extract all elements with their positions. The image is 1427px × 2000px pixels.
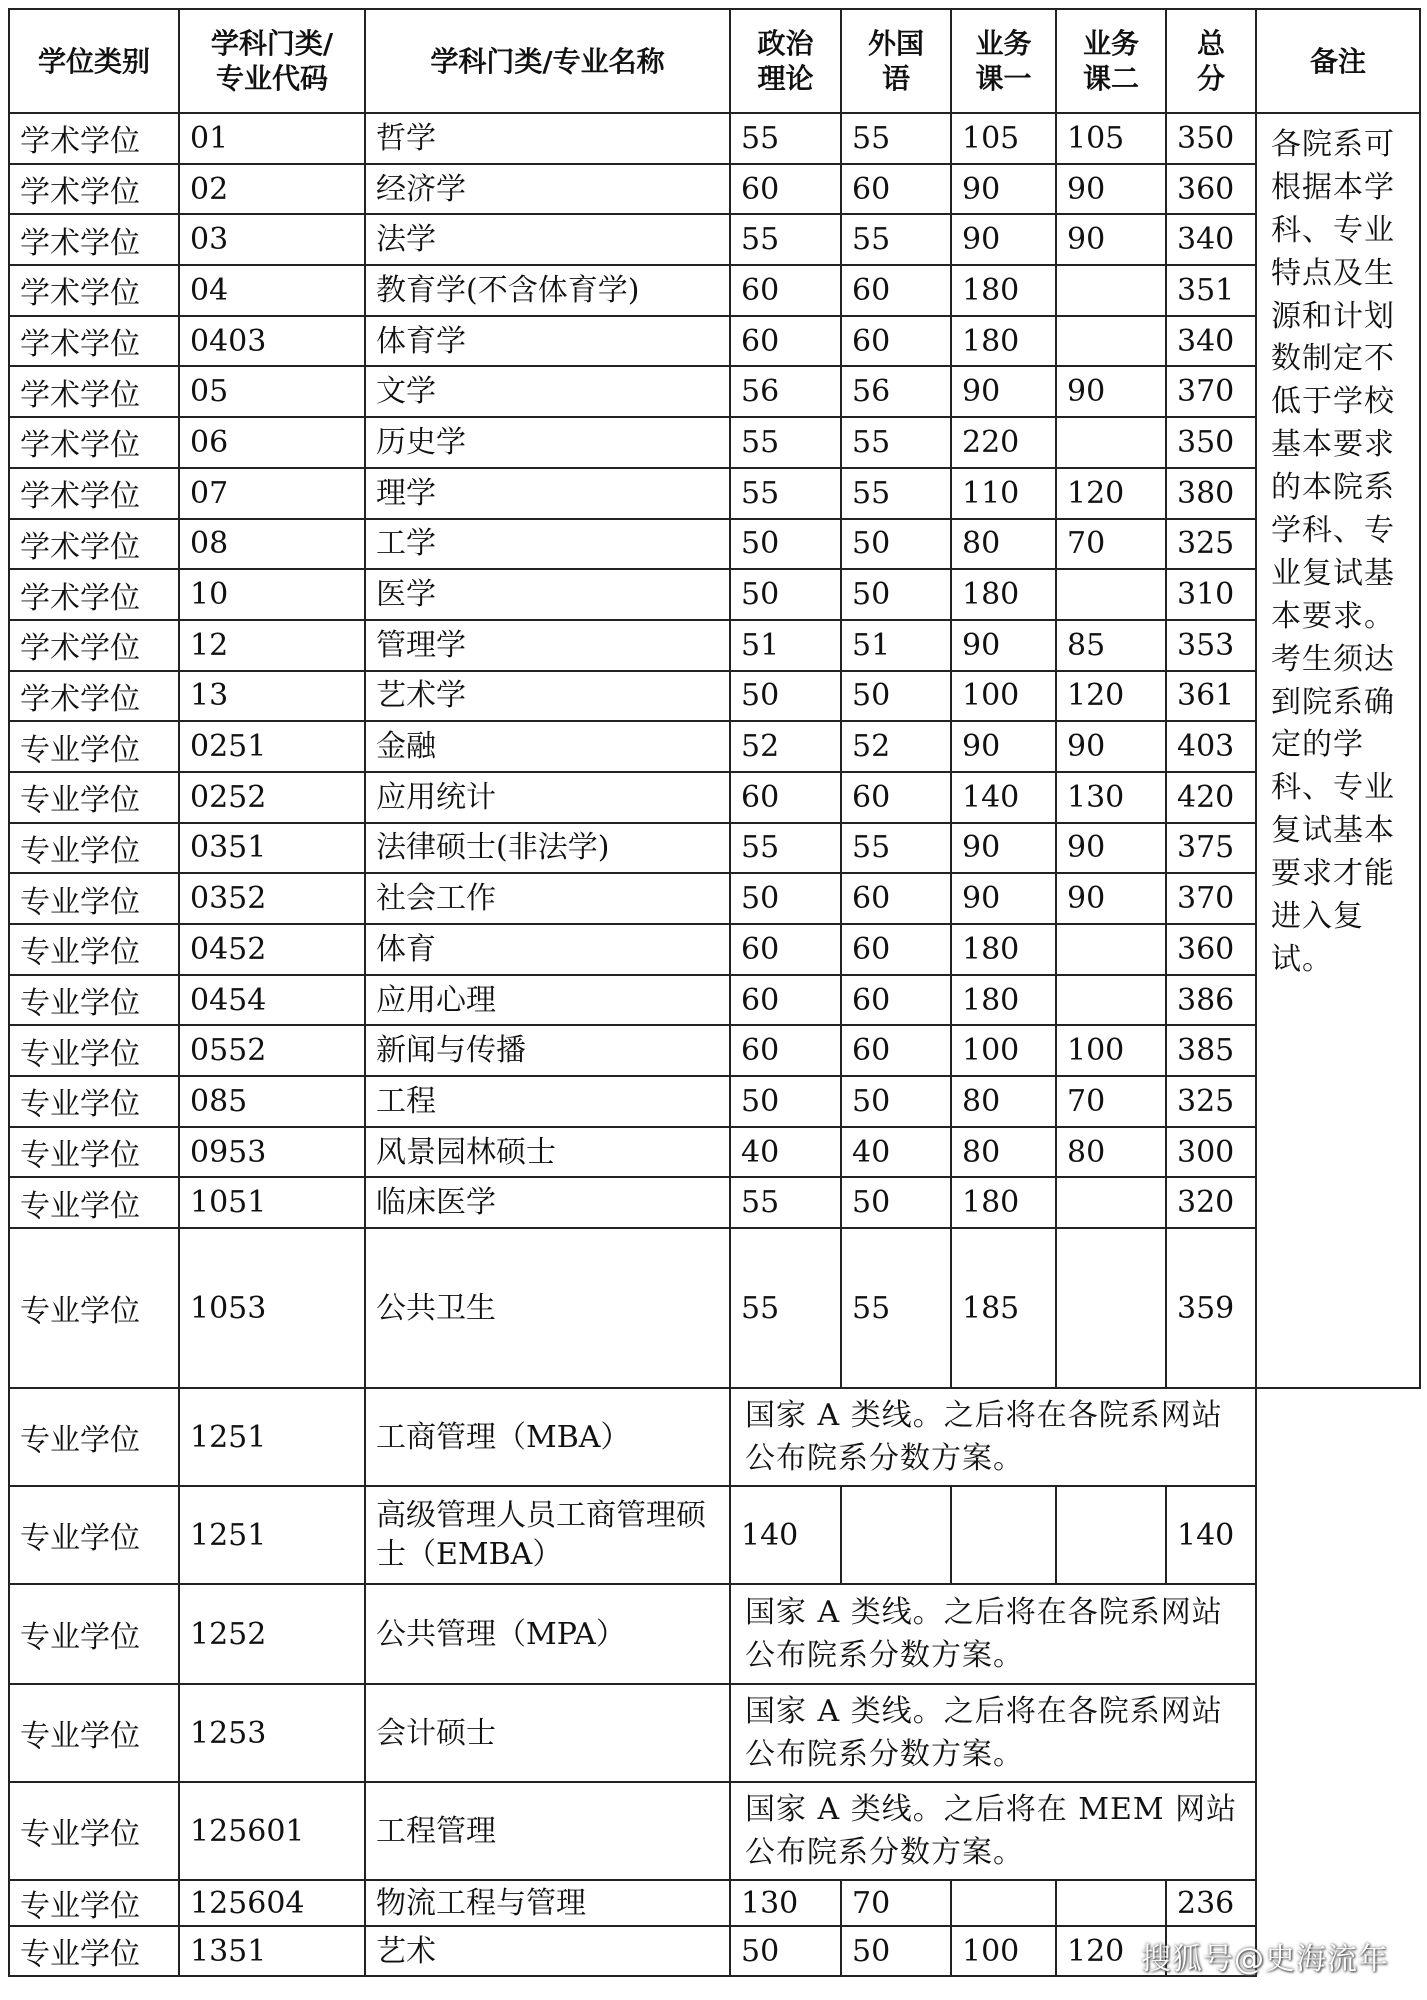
cell-code: 12 (179, 620, 365, 671)
cell-foreign: 55 (841, 1228, 951, 1388)
cell-code: 125601 (179, 1782, 365, 1880)
table-row (9, 519, 1420, 570)
cell-course1: 110 (951, 468, 1056, 519)
cell-total: 359 (1166, 1228, 1256, 1388)
cell-foreign: 56 (841, 366, 951, 417)
cell-total: 140 (1166, 1486, 1256, 1584)
cell-course1: 90 (951, 721, 1056, 772)
cell-foreign: 60 (841, 265, 951, 316)
cell-total: 325 (1166, 1076, 1256, 1127)
cell-category: 专业学位 (9, 1228, 179, 1388)
cell-name: 医学 (365, 569, 730, 620)
cell-code: 03 (179, 214, 365, 265)
cell-total: 360 (1166, 164, 1256, 215)
cell-total: 385 (1166, 1025, 1256, 1076)
cell-politics: 55 (730, 1177, 841, 1228)
table-row (9, 620, 1420, 671)
cell-category: 学术学位 (9, 671, 179, 722)
cell-course2: 90 (1056, 873, 1166, 924)
cell-politics: 55 (730, 823, 841, 874)
table-row (9, 975, 1420, 1026)
cell-course2 (1056, 316, 1166, 367)
cell-name: 应用统计 (365, 772, 730, 823)
table-row (9, 1025, 1420, 1076)
cell-total: 236 (1166, 1880, 1256, 1926)
cell-course2 (1056, 569, 1166, 620)
cell-code: 0552 (179, 1025, 365, 1076)
cell-foreign: 50 (841, 1177, 951, 1228)
cell-foreign: 50 (841, 1926, 951, 1976)
cell-category: 专业学位 (9, 1177, 179, 1228)
cell-foreign: 50 (841, 1076, 951, 1127)
cell-foreign: 55 (841, 113, 951, 164)
cell-politics: 50 (730, 671, 841, 722)
cell-name: 经济学 (365, 164, 730, 215)
cell-code: 0452 (179, 924, 365, 975)
cell-course2: 80 (1056, 1127, 1166, 1178)
note-column-blank (1256, 1782, 1420, 1880)
cell-course2: 90 (1056, 164, 1166, 215)
cell-politics: 55 (730, 1228, 841, 1388)
table-row (9, 569, 1420, 620)
cell-politics: 55 (730, 468, 841, 519)
cell-politics: 50 (730, 569, 841, 620)
cell-name: 体育学 (365, 316, 730, 367)
cell-category: 学术学位 (9, 366, 179, 417)
cell-category: 专业学位 (9, 1388, 179, 1486)
cell-politics: 55 (730, 214, 841, 265)
cell-politics: 50 (730, 1926, 841, 1976)
cell-name: 艺术学 (365, 671, 730, 722)
cell-code: 01 (179, 113, 365, 164)
cell-course2: 120 (1056, 468, 1166, 519)
cell-foreign: 60 (841, 1025, 951, 1076)
cell-total: 300 (1166, 1127, 1256, 1178)
cell-category: 专业学位 (9, 1926, 179, 1976)
cell-category: 学术学位 (9, 519, 179, 570)
cell-category: 专业学位 (9, 1584, 179, 1684)
table-row (9, 214, 1420, 265)
cell-code: 0351 (179, 823, 365, 874)
cell-code: 0953 (179, 1127, 365, 1178)
cell-category: 专业学位 (9, 1684, 179, 1782)
cell-name: 公共卫生 (365, 1228, 730, 1388)
header-row (9, 9, 1420, 113)
cell-course1: 180 (951, 1177, 1056, 1228)
table-row (9, 1880, 1420, 1926)
cell-category: 专业学位 (9, 1782, 179, 1880)
table-row (9, 873, 1420, 924)
cell-course2 (1056, 265, 1166, 316)
cell-course1: 105 (951, 113, 1056, 164)
table-row (9, 113, 1420, 164)
cell-code: 0352 (179, 873, 365, 924)
cell-course2: 100 (1056, 1025, 1166, 1076)
note-column-blank (1256, 1584, 1420, 1684)
cell-politics: 60 (730, 1025, 841, 1076)
cell-code: 02 (179, 164, 365, 215)
table-row (9, 1584, 1420, 1684)
cell-politics: 60 (730, 975, 841, 1026)
cell-name: 理学 (365, 468, 730, 519)
cell-name: 物流工程与管理 (365, 1880, 730, 1926)
cell-course1: 220 (951, 417, 1056, 468)
note-column-blank (1256, 1388, 1420, 1486)
cell-category: 专业学位 (9, 823, 179, 874)
header-total: 总 分 (1166, 9, 1256, 113)
note-cell: 各院系可根据本学科、专业特点及生源和计划数制定不低于学校基本要求的本院系学科、专业复试基本要求。考生须达到院系确定的学科、专业复试基本要求才能进入复试。 (1256, 113, 1420, 1388)
cell-total: 340 (1166, 214, 1256, 265)
cell-foreign: 55 (841, 417, 951, 468)
header-course1: 业务 课一 (951, 9, 1056, 113)
cell-code: 0251 (179, 721, 365, 772)
cell-course2: 85 (1056, 620, 1166, 671)
cell-name: 历史学 (365, 417, 730, 468)
cell-name: 体育 (365, 924, 730, 975)
cell-name: 工程管理 (365, 1782, 730, 1880)
cell-course2 (1056, 1880, 1166, 1926)
cell-code: 0454 (179, 975, 365, 1026)
cell-course1: 90 (951, 366, 1056, 417)
cell-course1: 90 (951, 164, 1056, 215)
table-row (9, 316, 1420, 367)
cell-code: 1251 (179, 1486, 365, 1584)
cell-code: 1053 (179, 1228, 365, 1388)
header-category: 学位类别 (9, 9, 179, 113)
cell-category: 学术学位 (9, 214, 179, 265)
cell-course1: 180 (951, 975, 1056, 1026)
cell-merged-note: 国家 A 类线。之后将在 MEM 网站公布院系分数方案。 (730, 1782, 1256, 1880)
table-row (9, 721, 1420, 772)
header-code: 学科门类/ 专业代码 (179, 9, 365, 113)
table-row (9, 1782, 1420, 1880)
cell-course1: 180 (951, 924, 1056, 975)
cell-politics: 130 (730, 1880, 841, 1926)
cell-politics: 60 (730, 316, 841, 367)
cell-category: 学术学位 (9, 417, 179, 468)
cell-politics: 55 (730, 113, 841, 164)
cell-category: 专业学位 (9, 1486, 179, 1584)
table-row (9, 823, 1420, 874)
cell-name: 高级管理人员工商管理硕士（EMBA） (365, 1486, 730, 1584)
cell-course1: 90 (951, 873, 1056, 924)
table-row (9, 265, 1420, 316)
cell-foreign: 50 (841, 569, 951, 620)
cell-name: 新闻与传播 (365, 1025, 730, 1076)
cell-course1: 90 (951, 823, 1056, 874)
cell-category: 学术学位 (9, 620, 179, 671)
cell-course2 (1056, 975, 1166, 1026)
table-row (9, 1177, 1420, 1228)
cell-name: 管理学 (365, 620, 730, 671)
cell-course1: 180 (951, 265, 1056, 316)
cell-course1: 185 (951, 1228, 1056, 1388)
cell-name: 文学 (365, 366, 730, 417)
cell-total: 340 (1166, 316, 1256, 367)
cell-category: 专业学位 (9, 772, 179, 823)
cell-name: 工商管理（MBA） (365, 1388, 730, 1486)
cell-politics: 50 (730, 1076, 841, 1127)
cell-course1: 100 (951, 1025, 1056, 1076)
cell-name: 工学 (365, 519, 730, 570)
cell-name: 社会工作 (365, 873, 730, 924)
cell-code: 08 (179, 519, 365, 570)
cell-merged-note: 国家 A 类线。之后将在各院系网站公布院系分数方案。 (730, 1388, 1256, 1486)
cell-category: 专业学位 (9, 1127, 179, 1178)
cell-code: 04 (179, 265, 365, 316)
cell-code: 1252 (179, 1584, 365, 1684)
cell-merged-note: 国家 A 类线。之后将在各院系网站公布院系分数方案。 (730, 1584, 1256, 1684)
cell-course2 (1056, 1486, 1166, 1584)
cell-foreign: 55 (841, 468, 951, 519)
cell-category: 学术学位 (9, 316, 179, 367)
header-foreign: 外国 语 (841, 9, 951, 113)
cell-code: 05 (179, 366, 365, 417)
table-body (9, 113, 1420, 1976)
cell-name: 艺术 (365, 1926, 730, 1976)
table-row (9, 1228, 1420, 1388)
cell-politics: 40 (730, 1127, 841, 1178)
cell-politics: 140 (730, 1486, 841, 1584)
cell-course2: 70 (1056, 519, 1166, 570)
cell-course1: 80 (951, 1076, 1056, 1127)
cell-total: 351 (1166, 265, 1256, 316)
cell-total: 310 (1166, 569, 1256, 620)
header-name: 学科门类/专业名称 (365, 9, 730, 113)
cell-foreign: 60 (841, 772, 951, 823)
cell-code: 125604 (179, 1880, 365, 1926)
cell-category: 专业学位 (9, 1880, 179, 1926)
cell-course2 (1056, 924, 1166, 975)
cell-code: 1251 (179, 1388, 365, 1486)
cell-course2: 90 (1056, 721, 1166, 772)
cell-category: 学术学位 (9, 164, 179, 215)
cell-politics: 60 (730, 164, 841, 215)
cell-category: 专业学位 (9, 975, 179, 1026)
cell-foreign: 40 (841, 1127, 951, 1178)
cell-name: 会计硕士 (365, 1684, 730, 1782)
cell-name: 工程 (365, 1076, 730, 1127)
cell-total: 403 (1166, 721, 1256, 772)
cell-course2: 90 (1056, 366, 1166, 417)
cell-category: 专业学位 (9, 1076, 179, 1127)
cell-course1: 90 (951, 620, 1056, 671)
cell-code: 0252 (179, 772, 365, 823)
cell-foreign: 60 (841, 924, 951, 975)
cell-name: 法律硕士(非法学) (365, 823, 730, 874)
cell-foreign: 60 (841, 975, 951, 1026)
cell-category: 专业学位 (9, 924, 179, 975)
cell-code: 07 (179, 468, 365, 519)
cell-total: 360 (1166, 924, 1256, 975)
cell-foreign: 55 (841, 823, 951, 874)
score-line-table (8, 8, 1421, 1977)
cell-course1 (951, 1880, 1056, 1926)
cell-code: 10 (179, 569, 365, 620)
cell-foreign (841, 1486, 951, 1584)
cell-course1: 180 (951, 569, 1056, 620)
cell-category: 学术学位 (9, 113, 179, 164)
cell-name: 金融 (365, 721, 730, 772)
cell-total: 350 (1166, 417, 1256, 468)
cell-course2: 120 (1056, 1926, 1166, 1976)
cell-total: 370 (1166, 366, 1256, 417)
cell-course2 (1056, 1177, 1166, 1228)
cell-course2 (1056, 1228, 1166, 1388)
table-row (9, 1076, 1420, 1127)
cell-total: 320 (1166, 1177, 1256, 1228)
watermark: 搜狐号@史海流年 (1141, 1942, 1389, 1977)
cell-name: 应用心理 (365, 975, 730, 1026)
note-column-blank (1256, 1486, 1420, 1584)
cell-code: 1051 (179, 1177, 365, 1228)
cell-total: 375 (1166, 823, 1256, 874)
cell-foreign: 52 (841, 721, 951, 772)
header-note: 备注 (1256, 9, 1420, 113)
cell-politics: 60 (730, 924, 841, 975)
cell-course1: 100 (951, 1926, 1056, 1976)
table-row (9, 924, 1420, 975)
cell-course1: 140 (951, 772, 1056, 823)
cell-code: 1253 (179, 1684, 365, 1782)
cell-course1: 180 (951, 316, 1056, 367)
cell-code: 1351 (179, 1926, 365, 1976)
cell-foreign: 70 (841, 1880, 951, 1926)
cell-total: 361 (1166, 671, 1256, 722)
cell-total: 386 (1166, 975, 1256, 1026)
cell-course2: 90 (1056, 214, 1166, 265)
cell-name: 公共管理（MPA） (365, 1584, 730, 1684)
cell-course1: 90 (951, 214, 1056, 265)
cell-category: 学术学位 (9, 569, 179, 620)
table-row (9, 417, 1420, 468)
cell-politics: 52 (730, 721, 841, 772)
cell-category: 专业学位 (9, 1025, 179, 1076)
cell-code: 06 (179, 417, 365, 468)
table-row (9, 671, 1420, 722)
cell-total: 325 (1166, 519, 1256, 570)
cell-total: 380 (1166, 468, 1256, 519)
cell-total: 420 (1166, 772, 1256, 823)
cell-merged-note: 国家 A 类线。之后将在各院系网站公布院系分数方案。 (730, 1684, 1256, 1782)
cell-politics: 51 (730, 620, 841, 671)
cell-politics: 55 (730, 417, 841, 468)
cell-code: 13 (179, 671, 365, 722)
table-row (9, 164, 1420, 215)
cell-course2: 120 (1056, 671, 1166, 722)
cell-total: 370 (1166, 873, 1256, 924)
cell-foreign: 60 (841, 873, 951, 924)
cell-politics: 50 (730, 873, 841, 924)
cell-course2: 130 (1056, 772, 1166, 823)
cell-category: 专业学位 (9, 873, 179, 924)
cell-politics: 56 (730, 366, 841, 417)
cell-course1: 100 (951, 671, 1056, 722)
cell-politics: 50 (730, 519, 841, 570)
table-row (9, 1388, 1420, 1486)
header-course2: 业务 课二 (1056, 9, 1166, 113)
cell-foreign: 50 (841, 671, 951, 722)
table-row (9, 772, 1420, 823)
cell-course2 (1056, 417, 1166, 468)
cell-politics: 60 (730, 265, 841, 316)
note-column-blank (1256, 1684, 1420, 1782)
table-row (9, 1127, 1420, 1178)
cell-name: 哲学 (365, 113, 730, 164)
cell-course2: 90 (1056, 823, 1166, 874)
table-row (9, 366, 1420, 417)
cell-category: 学术学位 (9, 468, 179, 519)
cell-code: 085 (179, 1076, 365, 1127)
cell-course1: 80 (951, 519, 1056, 570)
cell-foreign: 60 (841, 164, 951, 215)
cell-category: 学术学位 (9, 265, 179, 316)
table-row (9, 468, 1420, 519)
cell-course1: 80 (951, 1127, 1056, 1178)
score-table-page (8, 8, 1419, 1992)
cell-foreign: 60 (841, 316, 951, 367)
cell-course1 (951, 1486, 1056, 1584)
cell-course2: 70 (1056, 1076, 1166, 1127)
header-politics: 政治 理论 (730, 9, 841, 113)
cell-course2: 105 (1056, 113, 1166, 164)
cell-name: 风景园林硕士 (365, 1127, 730, 1178)
cell-name: 临床医学 (365, 1177, 730, 1228)
cell-name: 教育学(不含体育学) (365, 265, 730, 316)
cell-foreign: 55 (841, 214, 951, 265)
table-row (9, 1486, 1420, 1584)
cell-total: 353 (1166, 620, 1256, 671)
cell-code: 0403 (179, 316, 365, 367)
table-row (9, 1684, 1420, 1782)
cell-total: 350 (1166, 113, 1256, 164)
note-column-blank (1256, 1880, 1420, 1926)
cell-foreign: 51 (841, 620, 951, 671)
cell-politics: 60 (730, 772, 841, 823)
cell-name: 法学 (365, 214, 730, 265)
cell-category: 专业学位 (9, 721, 179, 772)
cell-foreign: 50 (841, 519, 951, 570)
